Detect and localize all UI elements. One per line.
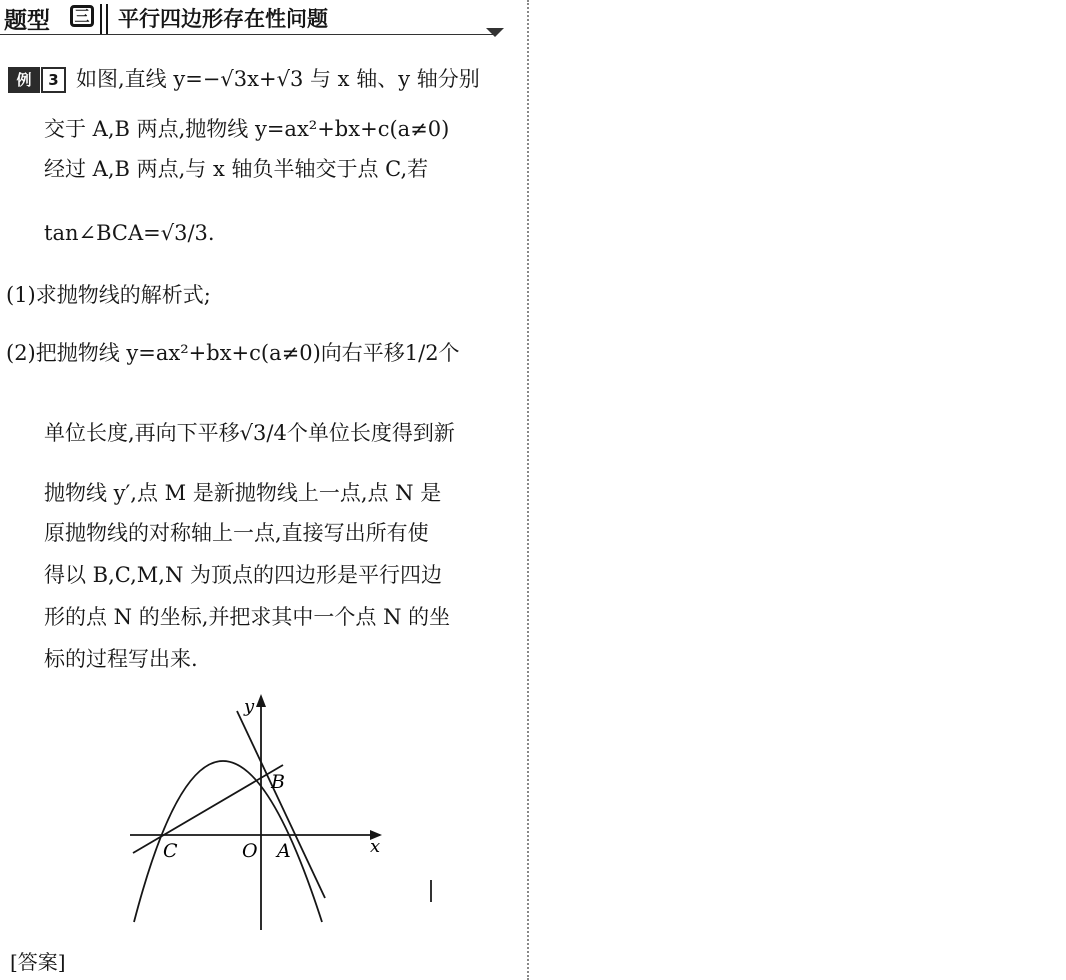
section-title: 平行四边形存在性问题 xyxy=(118,7,328,31)
y-axis-label: y xyxy=(244,696,255,717)
point-C-label: C xyxy=(163,840,178,862)
point-B-label: B xyxy=(271,771,285,793)
y-axis-arrow xyxy=(256,694,266,707)
section-type-label: 题型 xyxy=(4,8,50,34)
example-badge-label: 例 xyxy=(8,67,40,93)
example-badge-number: 3 xyxy=(41,67,66,93)
question-part-1: (1)求抛物线的解析式; xyxy=(6,283,211,307)
answer-label: [答案] xyxy=(10,950,66,974)
question-part-2-line-5: 得以 B,C,M,N 为顶点的四边形是平行四边 xyxy=(44,563,443,587)
problem-line-3: 经过 A,B 两点,与 x 轴负半轴交于点 C,若 xyxy=(44,157,429,181)
line-AB xyxy=(237,711,325,898)
question-part-2-line-6: 形的点 N 的坐标,并把求其中一个点 N 的坐 xyxy=(44,605,451,629)
problem-line-4: tan∠BCA=√3/3. xyxy=(44,221,215,245)
problem-line-1: 如图,直线 y=−√3x+√3 与 x 轴、y 轴分别 xyxy=(76,67,480,91)
point-A-label: A xyxy=(277,840,291,862)
x-axis-label: x xyxy=(370,836,381,857)
question-part-2-line-1: (2)把抛物线 y=ax²+bx+c(a≠0)向右平移1/2个 xyxy=(6,341,460,365)
question-part-2-line-3: 抛物线 y′,点 M 是新抛物线上一点,点 N 是 xyxy=(44,481,442,505)
stray-mark xyxy=(430,880,432,902)
question-part-2-line-4: 原抛物线的对称轴上一点,直接写出所有使 xyxy=(44,521,429,545)
problem-line-2: 交于 A,B 两点,抛物线 y=ax²+bx+c(a≠0) xyxy=(44,117,450,141)
origin-label: O xyxy=(242,840,258,862)
question-part-2-line-7: 标的过程写出来. xyxy=(44,647,198,671)
section-number-badge: 三 xyxy=(70,5,94,27)
question-part-2-line-2: 单位长度,再向下平移√3/4个单位长度得到新 xyxy=(44,421,455,445)
